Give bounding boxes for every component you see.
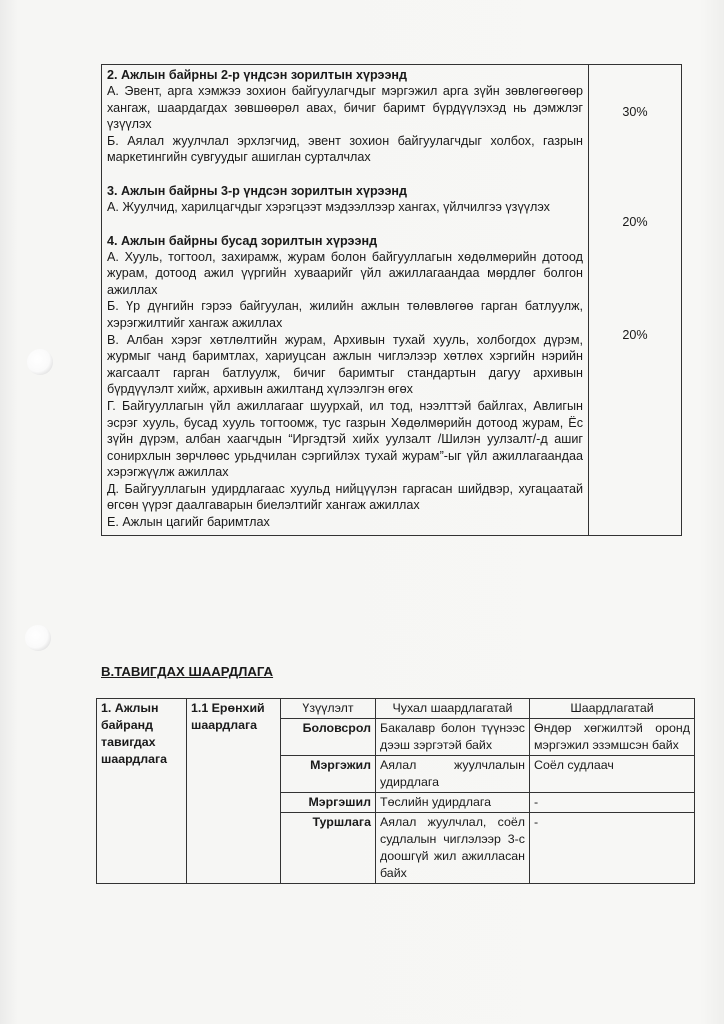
row-critical: Аялал жуулчлалын удирдлага [376, 756, 530, 793]
section2-heading: 2. Ажлын байрны 2-р үндсэн зорилтын хүрээнд [107, 68, 408, 82]
section4-item-a: А. Хууль, тогтоол, захирамж, журам болон байгууллагын хөдөлмөрийн дотоод журам, дотоод ажил үүргийн хуваарийг үйл ажиллагаандаа мөрдлөг болгон ажиллах [107, 249, 583, 297]
section4-item-e: Д. Байгууллагын удирдлагаас хуульд нийцүүлэн гаргасан шийдвэр, хугацаатай өгсөн үүрэг даалгаварын биелэлтийг хангаж ажиллах [107, 481, 583, 513]
general-requirements-label: 1.1 Ерөнхий шаардлага [187, 699, 281, 884]
row-critical: Төслийн удирдлага [376, 793, 530, 813]
weights-cell [589, 65, 682, 536]
row-required: Өндөр хөгжилтэй оронд мэргэжил эзэмшсэн байх [530, 719, 695, 756]
section4-item-c: В. Албан хэрэг хөтлөлтийн журам, Архивын тухай хууль, холбогдох дүрэм, журмыг чанд баримтлах, хариуцсан ажлын чиглэлээр хөтлөх хэргийн нэрийн жагсаалт гарган батлуулж, бичиг баримтыг стандартын дагуу архивын бүрдүүлэлт хийж, архивын ажилтанд хүлээлгэн өгөх [107, 332, 583, 397]
row-indicator: Мэргэшил [281, 793, 376, 813]
row-critical: Бакалавр болон түүнээс дээш зэргэтэй байх [376, 719, 530, 756]
requirements-table [96, 698, 695, 884]
header-required: Шаардлагатай [530, 699, 695, 719]
section3-item-a: А. Жуулчид, харилцагчдыг хэрэгцээт мэдээллээр хангах, үйлчилгээ үзүүлэх [107, 199, 550, 214]
row-critical: Аялал жуулчлал, соёл судлалын чиглэлээр 3-с доошгүй жил ажилласан байх [376, 813, 530, 884]
tasks-table [101, 64, 682, 536]
row-required: - [530, 813, 695, 884]
section2-item-b: Б. Аялал жуулчлал эрхлэгчид, эвент зохион байгуулагчдыг холбох, газрын маркетингийн сувгуудыг ашиглан сурталчлах [107, 133, 583, 165]
requirements-title: В.ТАВИГДАХ ШААРДЛАГА [101, 664, 274, 679]
row-required: Соёл судлаач [530, 756, 695, 793]
row-indicator: Мэргэжил [281, 756, 376, 793]
section4-item-b: Б. Үр дүнгийн гэрээ байгуулан, жилийн ажлын төлөвлөгөө гарган батлуулж, хэрэгжилтийг хангаж ажиллах [107, 299, 583, 330]
row-indicator: Туршлага [281, 813, 376, 884]
section4-percent: 20% [622, 328, 648, 342]
job-requirements-label: 1. Ажлын байранд тавигдах шаардлага [97, 699, 187, 884]
section4-item-d: Г. Байгууллагын үйл ажиллагааг шуурхай, ил тод, нээлттэй байлгах, Авлигын эсрэг хууль, бусад хууль тогтоомж, тус газрын Хөдөлмөрийн дотоод журам, Ёс зүйн дүрэм, албан хаагчдын “Иргэдтэй хийх уулзалт /Шилэн уулзалт/-д ашиг сонирхлын зөрчлөөс урьдчилан сэргийлэх тухай журам”-ыг үйл ажиллагаандаа хэрэгжүүлж ажиллах [107, 398, 583, 480]
section3-percent: 20% [622, 215, 648, 229]
row-indicator: Боловсрол [281, 719, 376, 756]
tasks-cell [102, 65, 589, 536]
punch-hole-lower [25, 625, 51, 651]
section4-heading: 4. Ажлын байрны бусад зорилтын хүрээнд [107, 233, 378, 248]
header-critical: Чухал шаардлагатай [376, 699, 530, 719]
section3-heading: 3. Ажлын байрны 3-р үндсэн зорилтын хүрээнд [107, 183, 408, 198]
header-indicator: Үзүүлэлт [281, 699, 376, 719]
row-required: - [530, 793, 695, 813]
punch-hole-upper [27, 349, 53, 375]
section2-percent: 30% [622, 105, 648, 119]
section4-item-f: Е. Ажлын цагийг баримтлах [107, 515, 270, 530]
section2-item-a: А. Эвент, арга хэмжээ зохион байгуулагчдыг мэргэжил арга зүйн зөвлөгөөгөөр хангаж, шаардагдах зөвшөөрөл авах, бичиг баримт бүрдүүлэхэд нь дэмжлэг үзүүлэх [107, 84, 583, 132]
